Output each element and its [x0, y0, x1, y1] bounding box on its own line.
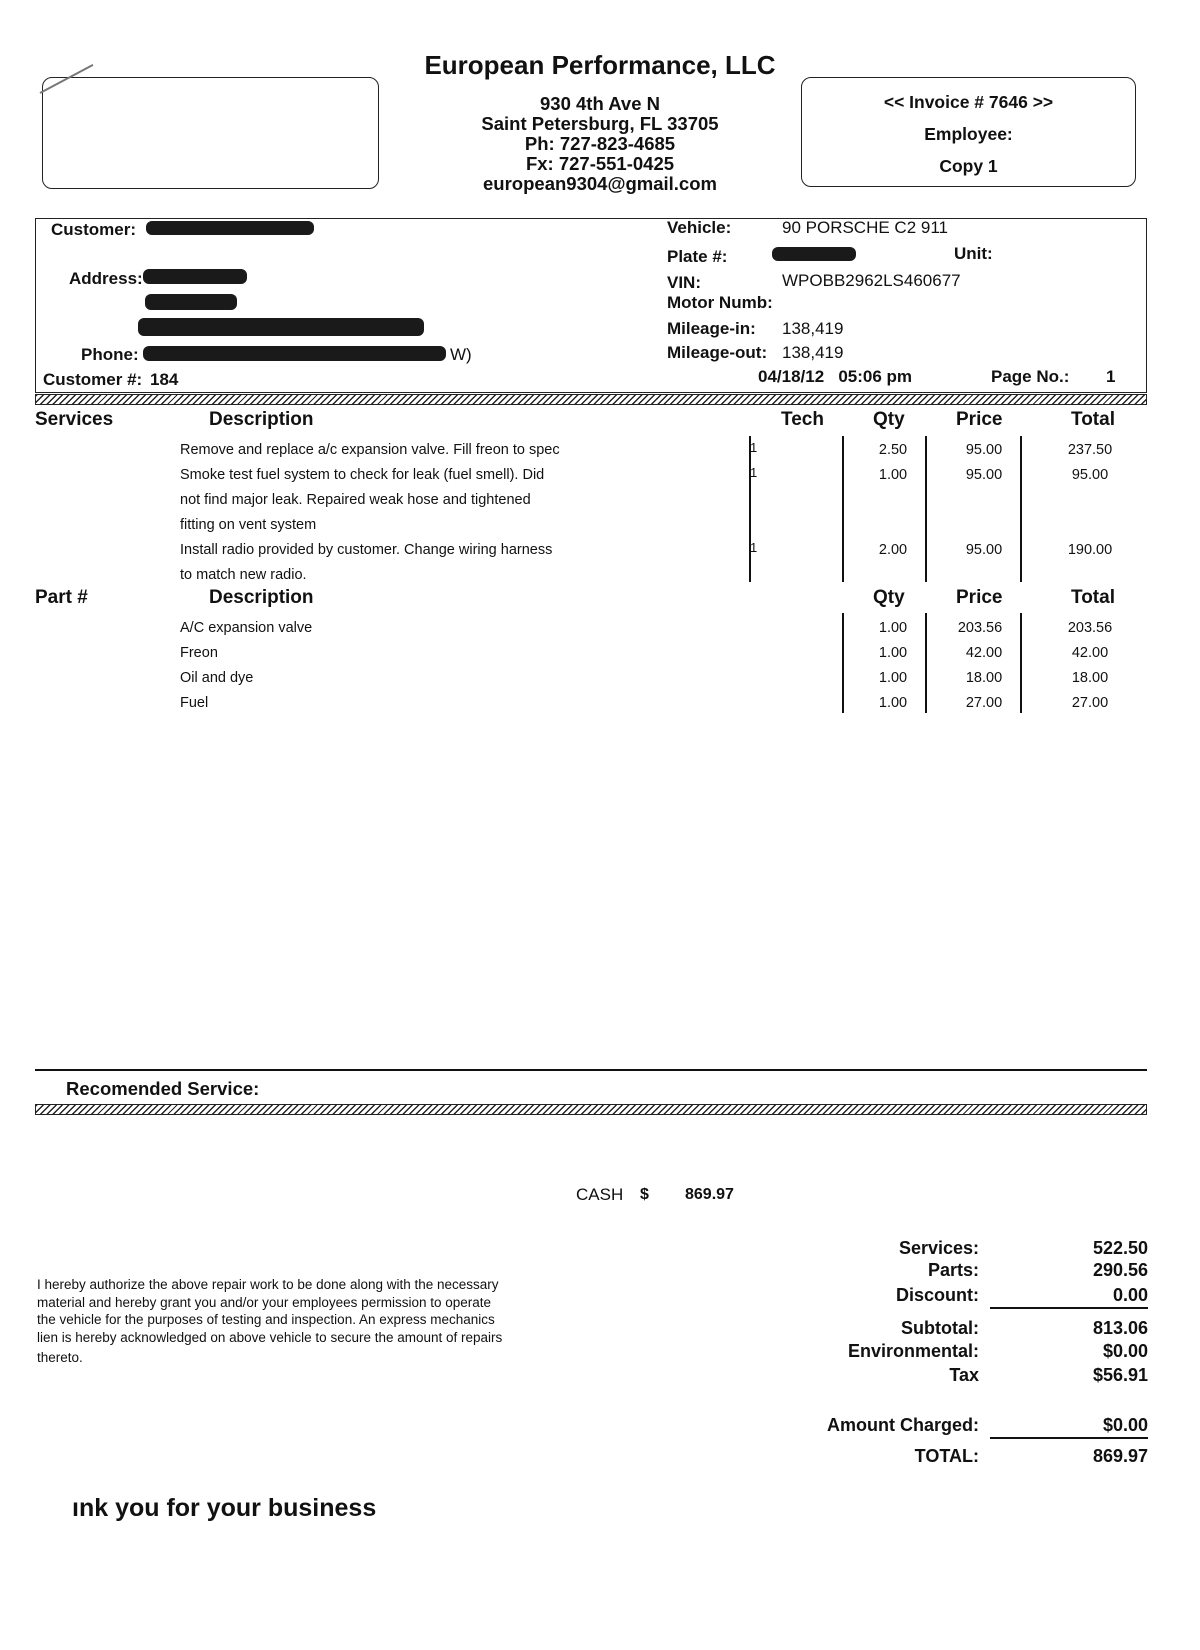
part-price: 27.00 [965, 695, 1003, 711]
vin-label: VIN: [667, 273, 701, 292]
part-qty: 1.00 [878, 670, 908, 686]
service-total: 237.50 [1067, 442, 1113, 458]
motor-number-label: Motor Numb: [667, 293, 773, 312]
services-total-value: 522.50 [1092, 1238, 1148, 1258]
services-total-label: Services: [898, 1238, 979, 1258]
phone-label: Phone: [81, 345, 139, 364]
invoice-box [801, 77, 1136, 187]
part-price: 18.00 [965, 670, 1003, 686]
copy-label: Copy 1 [939, 156, 998, 176]
service-total: 95.00 [1071, 467, 1109, 483]
parts-description-header: Description [209, 587, 314, 608]
mileage-out-label: Mileage-out: [667, 343, 768, 362]
company-fax: Fx: 727-551-0425 [525, 153, 675, 174]
part-total: 18.00 [1071, 670, 1109, 686]
vehicle-label: Vehicle: [667, 218, 732, 237]
grand-total-value: 869.97 [1092, 1446, 1148, 1466]
service-desc-line: Smoke test fuel system to check for leak (fuel smell). Did [180, 467, 545, 483]
mileage-in-label: Mileage-in: [667, 319, 756, 338]
tech-header: Tech [781, 409, 824, 430]
service-desc-line: Install radio provided by customer. Change wiring harness [180, 542, 553, 558]
service-price: 95.00 [965, 542, 1003, 558]
authorization-text [37, 1276, 582, 1367]
payment-method: CASH [576, 1185, 624, 1204]
part-desc: Oil and dye [180, 670, 254, 686]
service-qty: 1.00 [878, 467, 908, 483]
company-email: european9304@gmail.com [483, 173, 717, 194]
part-price: 42.00 [965, 645, 1003, 661]
discount-underline [990, 1307, 1148, 1309]
environmental-value: $0.00 [1102, 1341, 1148, 1361]
company-phone: Ph: 727-823-4685 [524, 133, 676, 154]
part-desc: Fuel [180, 695, 209, 711]
services-price-header: Price [956, 409, 1003, 430]
recommended-service-label: Recomended Service: [66, 1078, 260, 1099]
authorization-line: the vehicle for the purposes of testing and inspection. An express mechanics [37, 1312, 495, 1327]
authorization-line: material and hereby grant you and/or your employees permission to operate [37, 1294, 492, 1310]
hatch-divider-top [35, 394, 1147, 405]
part-total: 42.00 [1071, 645, 1109, 661]
part-price: 203.56 [957, 620, 1003, 636]
redacted-address-line3 [138, 318, 424, 336]
service-qty: 2.00 [878, 542, 908, 558]
environmental-label: Environmental: [847, 1341, 979, 1361]
company-name: European Performance, LLC [424, 50, 776, 80]
company-address-line2: Saint Petersburg, FL 33705 [481, 113, 719, 134]
customer-number-label: Customer #: [43, 370, 143, 389]
grand-total-label: TOTAL: [914, 1446, 979, 1466]
vin-value: WPOBB2962LS460677 [782, 271, 961, 290]
plate-label: Plate #: [667, 247, 728, 266]
customer-label: Customer: [51, 220, 137, 239]
date-time: 04/18/12 05:06 pm [758, 367, 913, 386]
redacted-address-line2 [145, 294, 237, 310]
service-desc-line: Remove and replace a/c expansion valve. Fill freon to spec [180, 442, 560, 458]
hatch-divider-bottom [35, 1104, 1147, 1115]
part-desc: A/C expansion valve [180, 620, 313, 636]
page-number-label: Page No.: [991, 367, 1070, 386]
service-price: 95.00 [965, 467, 1003, 483]
service-tech: 1 [750, 440, 758, 455]
parts-price-header: Price [956, 587, 1003, 608]
redacted-customer-name [146, 221, 314, 235]
authorization-line: I hereby authorize the above repair work to be done along with the necessary [37, 1277, 499, 1292]
services-qty-header: Qty [873, 409, 905, 430]
invoice-number: << Invoice # 7646 >> [883, 92, 1054, 112]
phone-tail: W) [450, 345, 472, 364]
mileage-out-value: 138,419 [782, 343, 844, 362]
discount-label: Discount: [896, 1285, 979, 1305]
payment-amount: 869.97 [685, 1186, 734, 1203]
payment-currency: $ [640, 1186, 649, 1203]
parts-total-header: Total [1071, 587, 1115, 608]
parts-total-label: Parts: [927, 1260, 979, 1280]
parts-qty-rule [842, 613, 844, 713]
service-tech: 1 [750, 540, 758, 555]
service-desc-line: fitting on vent system [180, 517, 317, 533]
service-desc-line: to match new radio. [180, 567, 307, 583]
service-tech: 1 [750, 465, 758, 480]
subtotal-value: 813.06 [1092, 1318, 1148, 1338]
service-total: 190.00 [1067, 542, 1113, 558]
subtotal-label: Subtotal: [901, 1318, 979, 1338]
thank-you-message: ınk you for your business [72, 1494, 377, 1522]
page-number: 1 [1106, 367, 1116, 386]
services-tech-rule [749, 436, 751, 582]
part-total: 203.56 [1067, 620, 1113, 636]
service-price: 95.00 [965, 442, 1003, 458]
amount-charged-label: Amount Charged: [827, 1415, 979, 1435]
part-qty: 1.00 [878, 695, 908, 711]
tax-label: Tax [949, 1365, 979, 1385]
parts-qty-header: Qty [873, 587, 905, 608]
services-col-header: Services [35, 409, 114, 430]
mileage-in-value: 138,419 [782, 319, 844, 338]
part-qty: 1.00 [878, 620, 908, 636]
redacted-address-line1 [143, 269, 247, 284]
employee-label: Employee: [924, 124, 1013, 144]
part-qty: 1.00 [878, 645, 908, 661]
services-description-header: Description [209, 409, 314, 430]
discount-value: 0.00 [1112, 1285, 1148, 1305]
authorization-line: thereto. [37, 1350, 83, 1365]
redacted-phone [143, 346, 446, 361]
logo-box [42, 77, 379, 189]
service-desc-line: not find major leak. Repaired weak hose and tightened [180, 492, 531, 508]
authorization-line: lien is hereby acknowledged on above vehicle to secure the amount of repairs [37, 1329, 503, 1345]
services-total-header: Total [1071, 409, 1115, 430]
amount-charged-underline [990, 1437, 1148, 1439]
tax-value: $56.91 [1092, 1365, 1148, 1385]
part-desc: Freon [180, 645, 218, 661]
redacted-plate [772, 247, 856, 261]
address-label: Address: [69, 269, 143, 288]
part-total: 27.00 [1071, 695, 1109, 711]
parts-total-value: 290.56 [1092, 1260, 1148, 1280]
part-number-header: Part # [35, 587, 88, 608]
recommended-rule [35, 1069, 1147, 1071]
unit-label: Unit: [954, 244, 993, 263]
services-qty-rule [842, 436, 844, 582]
company-address [420, 94, 780, 194]
amount-charged-value: $0.00 [1102, 1415, 1148, 1435]
company-address-line1: 930 4th Ave N [540, 93, 660, 114]
customer-number: 184 [150, 370, 179, 389]
vehicle-value: 90 PORSCHE C2 911 [782, 218, 948, 237]
service-qty: 2.50 [878, 442, 908, 458]
